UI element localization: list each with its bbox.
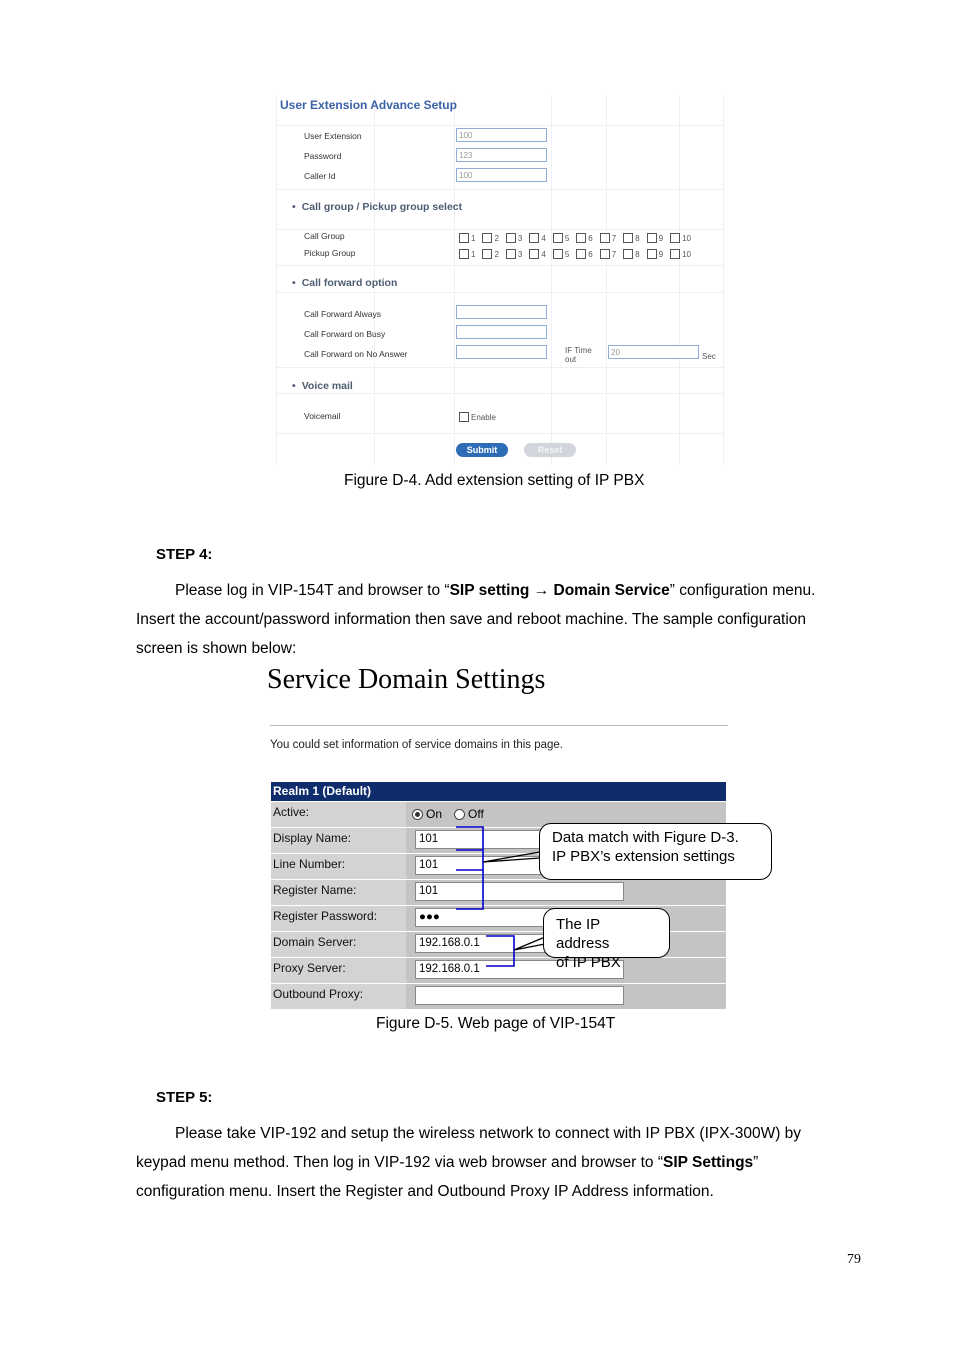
- row-label: Outbound Proxy:: [273, 987, 364, 1001]
- call-group-checkbox-9[interactable]: 9: [647, 233, 663, 243]
- call-group-checkboxes: [459, 233, 698, 245]
- forward-noanswer-input[interactable]: [456, 345, 547, 359]
- extension-setup-figure: [276, 95, 724, 465]
- voicemail-enable-checkbox[interactable]: [459, 412, 496, 422]
- active-off-radio[interactable]: Off: [454, 807, 484, 821]
- callout-ip-address: The IP address of IP PBX: [543, 908, 670, 958]
- forward-always-label: Call Forward Always: [304, 309, 381, 319]
- call-group-checkbox-10[interactable]: 10: [670, 233, 691, 243]
- active-on-radio[interactable]: On: [412, 807, 442, 821]
- call-group-label: Call Group: [304, 231, 345, 241]
- step5-line1: Please take VIP-192 and setup the wireless network to connect with IP PBX (IPX-300W) by: [175, 1125, 802, 1142]
- step5-line3: configuration menu. Insert the Register and Outbound Proxy IP Address information.: [136, 1183, 714, 1200]
- pickup-group-checkboxes: [459, 249, 698, 261]
- row-value-input[interactable]: 101: [415, 830, 624, 849]
- service-domain-description: You could set information of service domains in this page.: [270, 739, 563, 751]
- step5-line2: keypad menu method. Then log in VIP-192 via web browser and browser to “SIP Settings”: [136, 1154, 759, 1171]
- figure-d5-caption: Figure D-5. Web page of VIP-154T: [376, 1015, 616, 1032]
- if-timeout-label: IF Time out: [565, 346, 592, 364]
- enable-label: Enable: [471, 412, 496, 422]
- step4-line1: Please log in VIP-154T and browser to “SIP setting → Domain Service” configuration menu.: [175, 582, 816, 599]
- pickup-group-checkbox-2[interactable]: 2: [482, 249, 498, 259]
- call-group-checkbox-2[interactable]: 2: [482, 233, 498, 243]
- user-extension-label: User Extension: [304, 131, 362, 141]
- row-value-input[interactable]: [415, 986, 624, 1005]
- pickup-group-checkbox-5[interactable]: 5: [553, 249, 569, 259]
- callout-extension-match: Data match with Figure D-3. IP PBX’s extension settings: [539, 823, 772, 880]
- sec-label: Sec: [702, 352, 716, 361]
- call-group-checkbox-6[interactable]: 6: [576, 233, 592, 243]
- row-label: Line Number:: [273, 857, 346, 871]
- pickup-group-checkbox-6[interactable]: 6: [576, 249, 592, 259]
- call-group-checkbox-4[interactable]: 4: [529, 233, 545, 243]
- table-row: [271, 958, 726, 983]
- pickup-group-checkbox-7[interactable]: 7: [600, 249, 616, 259]
- call-group-checkbox-7[interactable]: 7: [600, 233, 616, 243]
- pickup-group-label: Pickup Group: [304, 248, 356, 258]
- forward-noanswer-label: Call Forward on No Answer: [304, 349, 408, 359]
- row-value-input[interactable]: ●●●: [415, 908, 624, 927]
- pickup-group-checkbox-1[interactable]: 1: [459, 249, 475, 259]
- call-group-checkbox-5[interactable]: 5: [553, 233, 569, 243]
- caller-id-input[interactable]: 100: [456, 168, 547, 182]
- timeout-input[interactable]: 20: [608, 345, 699, 359]
- table-row: [271, 880, 726, 905]
- step4-line2: Insert the account/password information then save and reboot machine. The sample configuration: [136, 611, 807, 628]
- row-value-input[interactable]: 101: [415, 882, 624, 901]
- row-label: Register Password:: [273, 909, 378, 923]
- pickup-group-checkbox-9[interactable]: 9: [647, 249, 663, 259]
- pickup-group-checkbox-3[interactable]: 3: [506, 249, 522, 259]
- row-value-input[interactable]: 192.168.0.1: [415, 934, 624, 953]
- service-domain-title: Service Domain Settings: [267, 664, 546, 695]
- section-call-group: • Call group / Pickup group select: [292, 201, 462, 213]
- user-extension-input[interactable]: 100: [456, 128, 547, 142]
- pickup-group-checkbox-4[interactable]: 4: [529, 249, 545, 259]
- submit-button[interactable]: Submit: [456, 443, 508, 457]
- page-number: 79: [847, 1252, 861, 1267]
- realm-header: Realm 1 (Default): [271, 782, 726, 801]
- pickup-group-checkbox-10[interactable]: 10: [670, 249, 691, 259]
- figure-d4-caption: Figure D-4. Add extension setting of IP PBX: [344, 472, 645, 489]
- step4-heading: STEP 4:: [156, 546, 213, 563]
- row-label: Domain Server:: [273, 935, 357, 949]
- call-group-checkbox-8[interactable]: 8: [623, 233, 639, 243]
- forward-always-input[interactable]: [456, 305, 547, 319]
- title-divider: [270, 725, 728, 726]
- section-voice-mail: • Voice mail: [292, 380, 353, 392]
- pickup-group-checkbox-8[interactable]: 8: [623, 249, 639, 259]
- table-row: [271, 984, 726, 1009]
- caller-id-label: Caller Id: [304, 171, 336, 181]
- row-value-input[interactable]: 192.168.0.1: [415, 960, 624, 979]
- arrow-right-icon: →: [533, 582, 550, 599]
- password-label: Password: [304, 151, 342, 161]
- row-value-input[interactable]: 101: [415, 856, 624, 875]
- panel-title: User Extension Advance Setup: [280, 98, 457, 112]
- row-label: Register Name:: [273, 883, 357, 897]
- forward-busy-label: Call Forward on Busy: [304, 329, 386, 339]
- row-label: Proxy Server:: [273, 961, 346, 975]
- row-label: Display Name:: [273, 831, 352, 845]
- step4-line3: screen is shown below:: [136, 640, 297, 657]
- call-group-checkbox-3[interactable]: 3: [506, 233, 522, 243]
- voicemail-label: Voicemail: [304, 411, 341, 421]
- section-call-forward: • Call forward option: [292, 277, 397, 289]
- step5-heading: STEP 5:: [156, 1089, 213, 1106]
- reset-button[interactable]: Reset: [524, 443, 576, 457]
- forward-busy-input[interactable]: [456, 325, 547, 339]
- call-group-checkbox-1[interactable]: 1: [459, 233, 475, 243]
- active-label: Active:: [273, 805, 310, 819]
- password-input[interactable]: 123: [456, 148, 547, 162]
- realm-table: [271, 782, 726, 1009]
